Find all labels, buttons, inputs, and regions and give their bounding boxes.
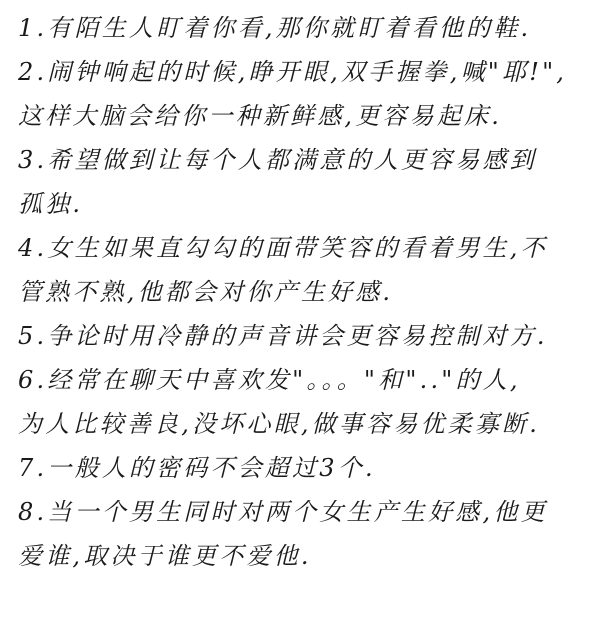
- text-line-8: 5.争论时用冷静的声音讲会更容易控制对方.: [18, 322, 548, 350]
- text-line-12: 8.当一个男生同时对两个女生产生好感,他更: [18, 498, 548, 526]
- text-line-1: 1.有陌生人盯着你看,那你就盯着看他的鞋.: [18, 14, 532, 42]
- text-line-6: 4.女生如果直勾勾的面带笑容的看着男生,不: [18, 234, 548, 262]
- text-line-13: 爱谁,取决于谁更不爱他.: [18, 542, 312, 570]
- text-line-7: 管熟不熟,他都会对你产生好感.: [18, 278, 394, 306]
- text-line-5: 孤独.: [18, 190, 84, 218]
- text-line-3: 这样大脑会给你一种新鲜感,更容易起床.: [18, 102, 503, 130]
- text-line-11: 7.一般人的密码不会超过3个.: [18, 454, 376, 482]
- text-line-4: 3.希望做到让每个人都满意的人更容易感到: [18, 146, 537, 174]
- text-line-9: 6.经常在聊天中喜欢发"。。。"和".."的人,: [18, 366, 521, 394]
- text-line-10: 为人比较善良,没坏心眼,做事容易优柔寡断.: [18, 410, 541, 438]
- text-line-2: 2.闹钟响起的时候,睁开眼,双手握拳,喊"耶!",: [18, 58, 568, 86]
